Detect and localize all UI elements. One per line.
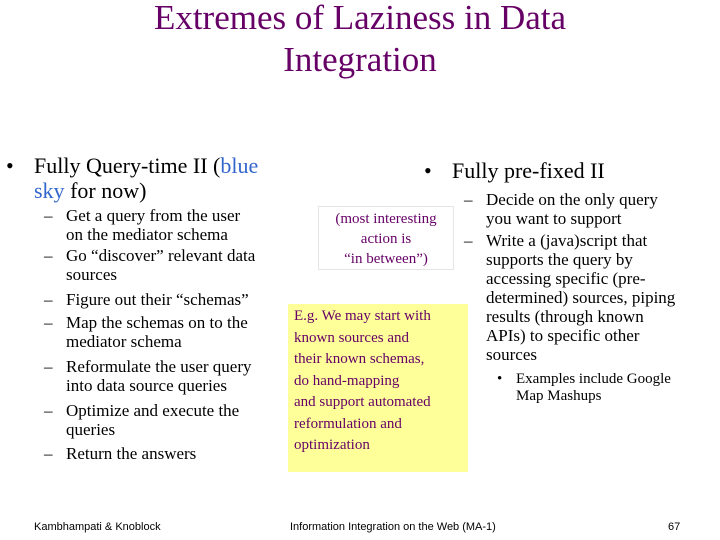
example-note-box xyxy=(288,304,468,472)
dash-2: – xyxy=(44,246,53,265)
left-item-4 xyxy=(66,313,248,351)
left-heading-line-1 xyxy=(34,155,258,177)
page-number: 67 xyxy=(668,521,681,533)
note-line-4: do hand-mapping xyxy=(294,372,400,389)
left-item-7 xyxy=(66,444,196,463)
right-sub-item xyxy=(516,371,671,405)
dash-5: – xyxy=(44,357,53,376)
left-heading-line-2 xyxy=(34,180,146,202)
right-item-2-line-7: sources xyxy=(486,345,537,364)
note-line-2: known sources and xyxy=(294,329,409,346)
right-item-1 xyxy=(486,190,658,228)
footer-authors: Kambhampati & Knoblock xyxy=(34,521,161,533)
left-item-3-line-1: Figure out their “schemas” xyxy=(66,290,249,309)
left-item-4-line-2: mediator schema xyxy=(66,332,182,351)
left-item-6-line-2: queries xyxy=(66,420,116,439)
right-dash-2: – xyxy=(464,231,473,250)
left-item-2-line-1: Go “discover” relevant data xyxy=(66,246,256,265)
right-sub-bullet: • xyxy=(497,371,503,387)
note-line-1: E.g. We may start with xyxy=(294,308,431,324)
interesting-box xyxy=(318,206,454,270)
left-item-6-line-1: Optimize and execute the xyxy=(66,401,240,420)
left-item-2-line-2: sources xyxy=(66,265,117,284)
left-item-1-line-2: on the mediator schema xyxy=(66,225,228,244)
note-line-6: reformulation and xyxy=(294,415,402,432)
left-item-2 xyxy=(66,246,255,284)
left-item-7-line-1: Return the answers xyxy=(66,444,197,463)
note-line-3: their known schemas, xyxy=(294,351,425,367)
right-heading: Fully pre-fixed II xyxy=(452,158,605,183)
left-heading-rest: for now) xyxy=(64,178,147,203)
right-item-1-line-2: you want to support xyxy=(486,209,622,228)
right-item-2-line-4: determined) sources, piping xyxy=(486,288,676,307)
right-sub-item-line-2: Map Mashups xyxy=(516,388,602,404)
left-bullet: • xyxy=(6,153,14,178)
dash-6: – xyxy=(44,401,53,420)
title-line-1: Extremes of Laziness in Data xyxy=(153,0,567,37)
left-item-1 xyxy=(66,206,240,244)
right-item-1-line-1: Decide on the only query xyxy=(486,190,658,209)
dash-4: – xyxy=(44,313,53,332)
right-item-2-line-3: accessing specific (pre- xyxy=(486,269,646,288)
slide-title xyxy=(60,0,660,81)
left-item-3 xyxy=(66,290,249,309)
left-item-5-line-2: into data source queries xyxy=(66,376,227,395)
right-item-2 xyxy=(486,231,675,364)
right-dash-1: – xyxy=(464,190,473,209)
left-item-4-line-1: Map the schemas on to the xyxy=(66,313,248,332)
note-line-7: optimization xyxy=(294,437,370,453)
note-line-5: and support automated xyxy=(294,394,431,410)
dash-3: – xyxy=(44,290,53,309)
right-item-2-line-5: results (through known xyxy=(486,307,644,326)
left-heading-sky: sky xyxy=(34,178,65,203)
right-item-2-line-6: APIs) to specific other xyxy=(486,326,640,345)
right-bullet: • xyxy=(424,158,432,183)
left-item-5 xyxy=(66,357,252,395)
right-item-2-line-2: supports the query by xyxy=(486,250,633,269)
right-item-2-line-1: Write a (java)script that xyxy=(486,231,648,250)
left-heading-blue: blue xyxy=(220,153,259,178)
left-item-5-line-1: Reformulate the user query xyxy=(66,357,252,376)
interesting-line-2: action is xyxy=(360,231,412,247)
footer-course: Information Integration on the Web (MA-1) xyxy=(290,521,496,533)
left-item-1-line-1: Get a query from the user xyxy=(66,206,241,225)
left-heading-text: Fully Query-time II ( xyxy=(34,153,221,178)
dash-1: – xyxy=(44,206,53,225)
title-line-2: Integration xyxy=(283,40,437,79)
interesting-line-1: (most interesting xyxy=(335,211,437,227)
right-sub-item-line-1: Examples include Google xyxy=(516,371,671,387)
interesting-line-3: “in between”) xyxy=(344,251,428,267)
left-item-6 xyxy=(66,401,239,439)
dash-7: – xyxy=(44,444,53,463)
